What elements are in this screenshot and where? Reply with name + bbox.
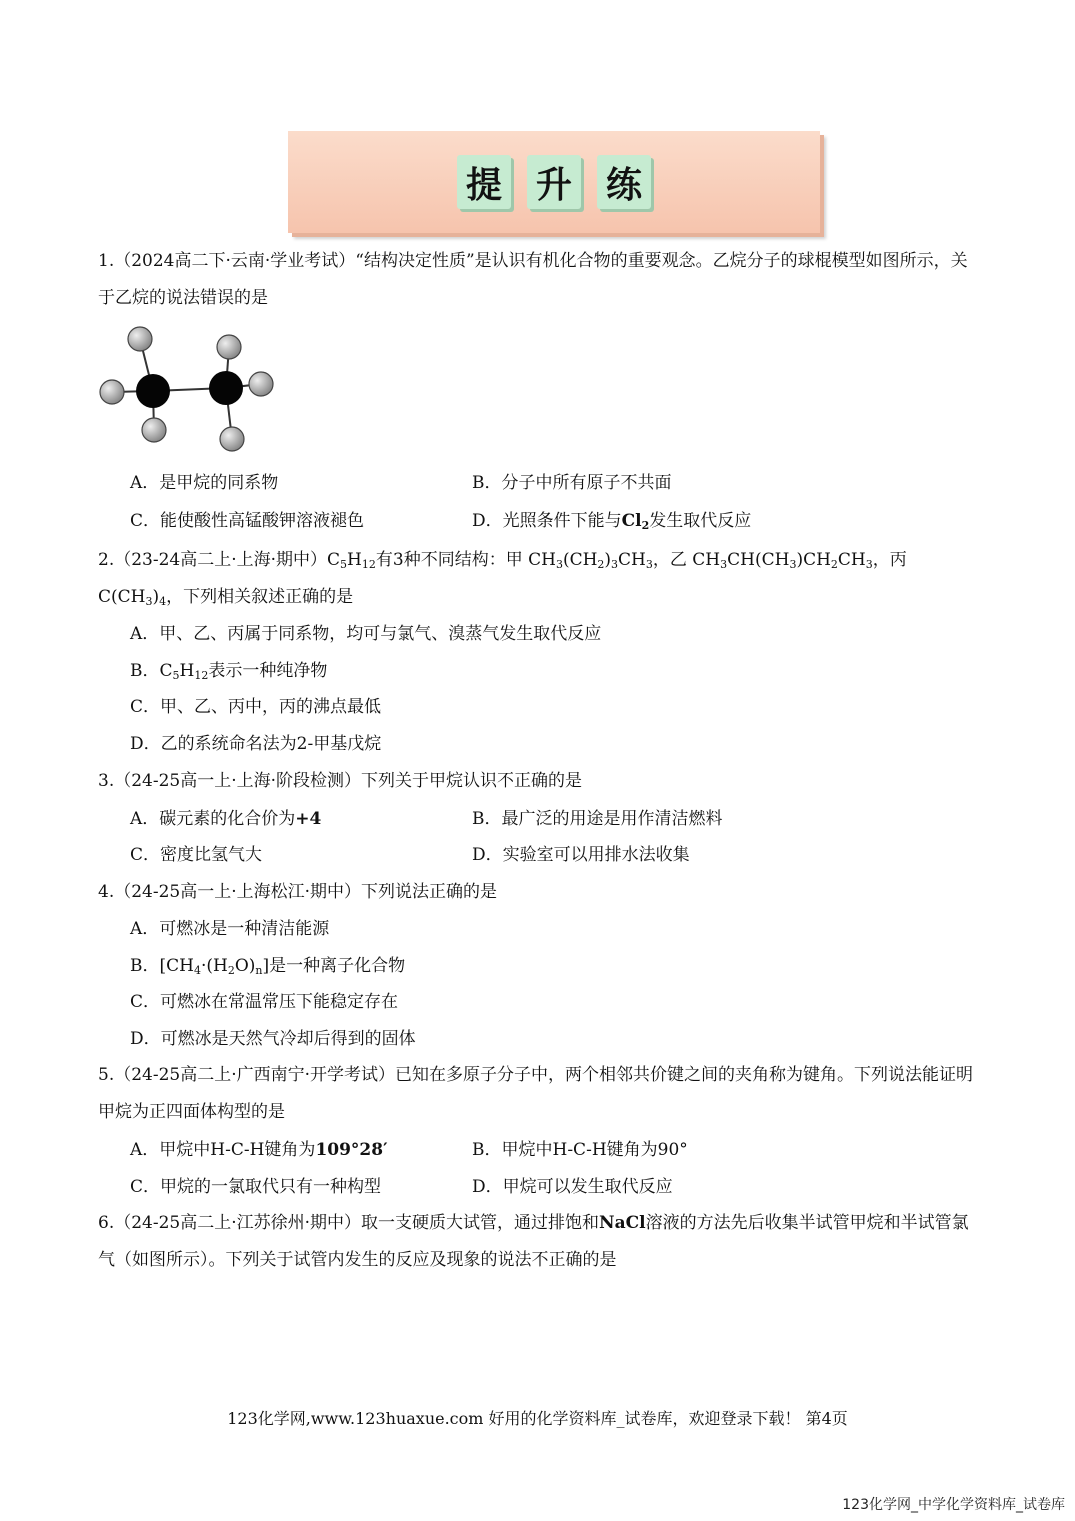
banner-char-3: 练 <box>597 155 651 209</box>
q4-option-b: B．$[CH_4\cdot(H_2O)_n]$是一种离子化合物 <box>130 956 406 977</box>
q3-option-a: A．碳元素的化合价为+4 <box>130 809 322 829</box>
q2-option-c: C．甲、乙、丙中，丙的沸点最低 <box>130 697 382 717</box>
banner-char-2: 升 <box>527 155 581 209</box>
q3-option-d: D．实验室可以用排水法收集 <box>472 845 690 865</box>
q2-option-b: B．$C_5H_{12}$表示一种纯净物 <box>130 661 328 682</box>
q5-option-c: C．甲烷的一氯取代只有一种构型 <box>130 1177 382 1197</box>
question-2-stem: 2.（23-24高二上·上海·期中）$C_5H_{12}$有3种不同结构：甲 $CH_3(CH_2)_3CH_3$，乙 $CH_3CH(CH_3)CH_2CH_3$，丙 $C(CH_3)_4$，下列相关叙述正确的是 <box>98 550 907 608</box>
question-4-stem: 4.（24-25高一上·上海松江·期中）下列说法正确的是 <box>98 882 498 902</box>
section-banner <box>288 131 820 233</box>
q4-option-d: D．可燃冰是天然气冷却后得到的固体 <box>130 1029 416 1049</box>
site-watermark: 123化学网_中学化学资料库_试卷库 <box>842 1497 1065 1513</box>
q2-option-a: A．甲、乙、丙属于同系物，均可与氯气、溴蒸气发生取代反应 <box>130 624 602 644</box>
question-1-stem: 1.（2024高二下·云南·学业考试）“结构决定性质”是认识有机化合物的重要观念。乙烷分子的球棍模型如图所示，关于乙烷的说法错误的是 <box>98 251 968 308</box>
q3-option-c: C．密度比氢气大 <box>130 845 263 865</box>
q5-option-b: B．甲烷中H-C-H键角为90° <box>472 1140 688 1160</box>
q4-option-a: A．可燃冰是一种清洁能源 <box>130 919 330 939</box>
page-footer: 123化学网,www.123huaxue.com 好用的化学资料库_试卷库，欢迎登录下载！ 第4页 <box>227 1409 848 1428</box>
banner-char-1: 提 <box>457 155 511 209</box>
ethane-ball-stick-model <box>96 322 281 457</box>
q1-option-a: A．是甲烷的同系物 <box>130 473 279 493</box>
q2-option-d: D．乙的系统命名法为2-甲基戊烷 <box>130 734 382 754</box>
q5-option-a: A．甲烷中H-C-H键角为109°28′ <box>130 1140 388 1160</box>
q1-option-d: D．光照条件下能与$Cl_2$发生取代反应 <box>472 511 752 532</box>
question-5-stem: 5.（24-25高二上·广西南宁·开学考试）已知在多原子分子中，两个相邻共价键之间的夹角称为键角。下列说法能证明甲烷为正四面体构型的是 <box>98 1065 974 1122</box>
q1-option-b: B．分子中所有原子不共面 <box>472 473 672 493</box>
q4-option-c: C．可燃冰在常温常压下能稳定存在 <box>130 992 399 1012</box>
question-3-stem: 3.（24-25高一上·上海·阶段检测）下列关于甲烷认识不正确的是 <box>98 771 583 791</box>
q3-option-b: B．最广泛的用途是用作清洁燃料 <box>472 809 723 829</box>
q5-option-d: D．甲烷可以发生取代反应 <box>472 1177 673 1197</box>
question-6-stem: 6.（24-25高二上·江苏徐州·期中）取一支硬质大试管，通过排饱和NaCl溶液的方法先后收集半试管甲烷和半试管氯气（如图所示）。下列关于试管内发生的反应及现象的说法不正确的是 <box>98 1213 969 1270</box>
q1-option-c: C．能使酸性高锰酸钾溶液褪色 <box>130 511 365 531</box>
